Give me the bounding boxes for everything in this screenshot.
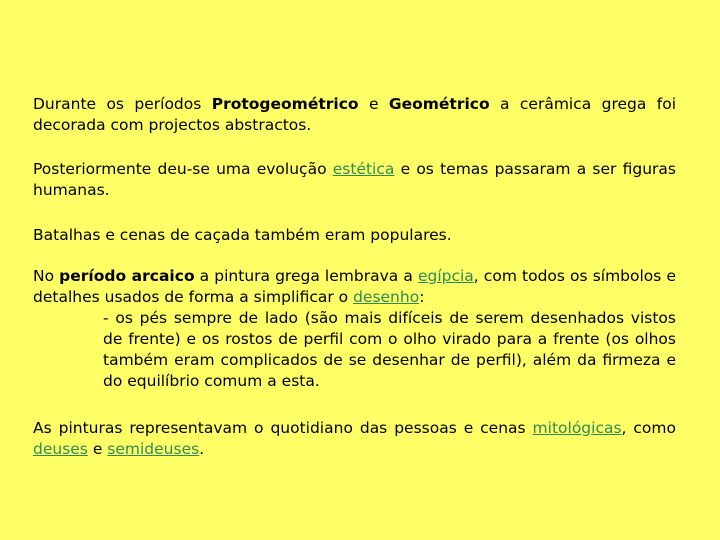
text: a cerâmica grega foi decorada com projectos abstractos. — [33, 95, 677, 134]
paragraph-paintings — [33, 418, 676, 460]
link-desenho[interactable]: desenho — [353, 288, 420, 306]
link-estetica[interactable]: estética — [332, 160, 395, 178]
text: : — [419, 288, 425, 306]
text: No — [33, 267, 60, 285]
text: Batalhas e cenas de caçada também eram populares. — [33, 226, 452, 244]
term-periodo-arcaico: período arcaico — [59, 267, 195, 285]
text: , como — [621, 419, 676, 437]
term-geometrico: Geométrico — [388, 95, 490, 113]
text: . — [199, 440, 205, 458]
link-egipcia[interactable]: egípcia — [417, 267, 474, 285]
paragraph-evolution — [33, 159, 676, 201]
text: e os temas passaram a ser figuras humanas. — [33, 160, 676, 199]
text: a pintura grega lembrava a — [194, 267, 418, 285]
term-protogeometrico: Protogeométrico — [211, 95, 359, 113]
link-mitologicas[interactable]: mitológicas — [532, 419, 622, 437]
text: , com todos os símbolos e detalhes usados de forma a simplificar o — [33, 267, 676, 306]
text: Posteriormente deu-se uma evolução — [33, 160, 333, 178]
text: As pinturas representavam o quotidiano das pessoas e cenas — [33, 419, 533, 437]
link-semideuses[interactable]: semideuses — [107, 440, 200, 458]
paragraph-archaic-period — [33, 266, 676, 392]
link-deuses[interactable]: deuses — [33, 440, 88, 458]
list-item-feet: - os pés sempre de lado (são mais difíceis de serem desenhados vistos de frente) e os rostos de perfil com o olho virado para a frente (os olhos também eram complicados de se desenhar de perfil), além da firmeza e do equilíbrio comum a esta. — [103, 309, 676, 390]
paragraph-battles — [33, 225, 676, 246]
text: e — [358, 95, 389, 113]
text: e — [87, 440, 108, 458]
paragraph-geometric-periods — [33, 94, 676, 136]
text: Durante os períodos — [33, 95, 212, 113]
